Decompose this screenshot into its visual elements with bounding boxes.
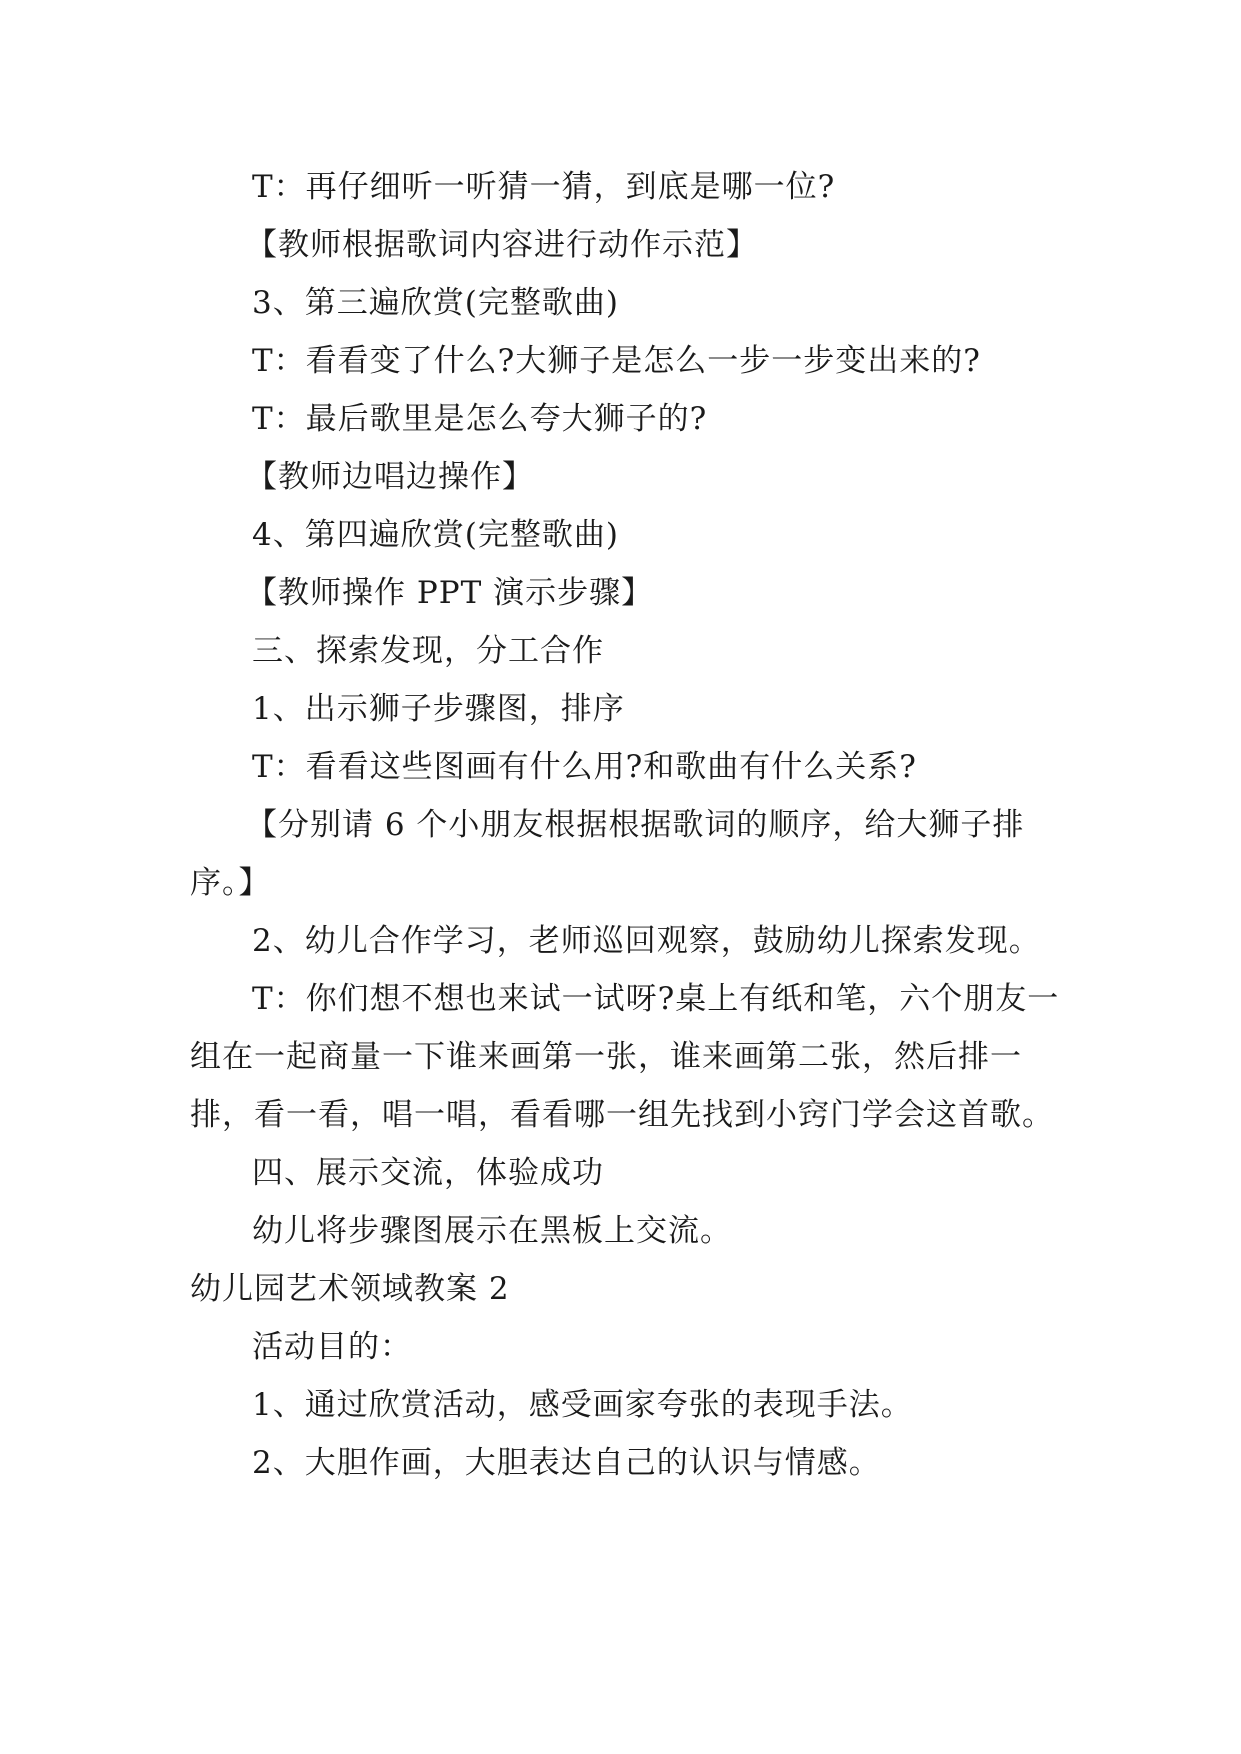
paragraph: T：看看这些图画有什么用?和歌曲有什么关系?: [252, 749, 917, 785]
paragraph: 【分别请 6 个小朋友根据根据歌词的顺序，给大狮子排序。】: [190, 807, 1025, 901]
paragraph: T：看看变了什么?大狮子是怎么一步一步变出来的?: [252, 343, 981, 379]
paragraph: 3、第三遍欣赏(完整歌曲): [252, 285, 619, 321]
paragraph: 幼儿将步骤图展示在黑板上交流。: [252, 1213, 732, 1249]
paragraph: 4、第四遍欣赏(完整歌曲): [252, 517, 619, 553]
paragraph: 【教师边唱边操作】: [246, 459, 534, 495]
section-heading: 四、展示交流，体验成功: [252, 1155, 604, 1191]
document-title: 幼儿园艺术领域教案 2: [190, 1271, 510, 1307]
paragraph: T：你们想不想也来试一试呀?桌上有纸和笔，六个朋友一组在一起商量一下谁来画第一张，谁来画第二张，然后排一排，看一看，唱一唱，看看哪一组先找到小窍门学会这首歌。: [190, 981, 1060, 1133]
paragraph: 【教师操作 PPT 演示步骤】: [246, 575, 654, 611]
paragraph: 1、通过欣赏活动，感受画家夸张的表现手法。: [252, 1387, 913, 1423]
section-heading: 三、探索发现，分工合作: [252, 633, 604, 669]
paragraph: 1、出示狮子步骤图，排序: [252, 691, 625, 727]
paragraph: 【教师根据歌词内容进行动作示范】: [246, 227, 758, 263]
paragraph: T：最后歌里是怎么夸大狮子的?: [252, 401, 708, 437]
paragraph: T：再仔细听一听猜一猜，到底是哪一位?: [252, 169, 836, 205]
paragraph: 2、幼儿合作学习，老师巡回观察，鼓励幼儿探索发现。: [252, 923, 1041, 959]
document-body: [190, 158, 1070, 1492]
paragraph: 2、大胆作画，大胆表达自己的认识与情感。: [252, 1445, 881, 1481]
paragraph: 活动目的：: [252, 1329, 412, 1365]
